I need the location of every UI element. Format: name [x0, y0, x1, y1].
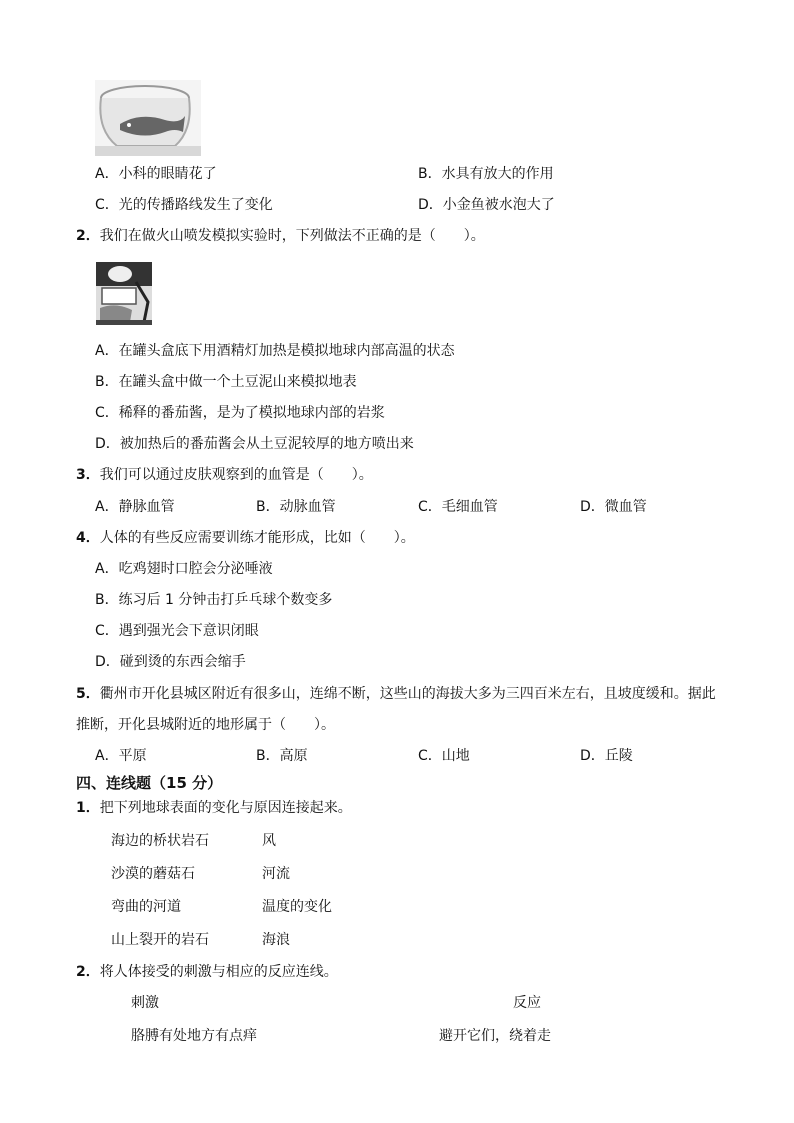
m1-left-item[interactable]: 弯曲的河道 [111, 899, 181, 915]
fishbowl-photo [95, 80, 201, 156]
m1-right-item[interactable]: 海浪 [262, 932, 290, 948]
q3-text: 我们可以通过皮肤观察到的血管是（ ）。 [99, 467, 373, 483]
q3-option-a: A．静脉血管 [95, 499, 175, 515]
q4-option-b: B．练习后 1 分钟击打乒乓球个数变多 [95, 592, 333, 608]
q4-option-c: C．遇到强光会下意识闭眼 [95, 623, 259, 639]
q3-number: 3． [76, 467, 100, 483]
q2-option-c: C．稀释的番茄酱，是为了模拟地球内部的岩浆 [95, 405, 385, 421]
q1-option-d: D．小金鱼被水泡大了 [418, 197, 555, 213]
m1-right-item[interactable]: 温度的变化 [262, 899, 332, 915]
q2-option-d: D．被加热后的番茄酱会从土豆泥较厚的地方喷出来 [95, 436, 414, 452]
q1-option-b: B．水具有放大的作用 [418, 166, 554, 182]
m1-left-item[interactable]: 沙漠的蘑菇石 [111, 866, 195, 882]
q2-text: 我们在做火山喷发模拟实验时，下列做法不正确的是（ ）。 [99, 228, 485, 244]
q1-option-a: A．小科的眼睛花了 [95, 166, 217, 182]
q3-option-d: D．微血管 [580, 499, 647, 515]
q3-stem [76, 465, 373, 485]
q2-number: 2． [76, 228, 100, 244]
q5-stem-line2: 推断，开化县城附近的地形属于（ ）。 [76, 717, 335, 733]
q5-option-d: D．丘陵 [580, 748, 633, 764]
volcano-experiment-photo [96, 262, 152, 325]
section4-title: 四、连线题（15 分） [76, 774, 223, 792]
m1-stem [76, 798, 352, 818]
q5-text-line1: 衢州市开化县城区附近有很多山，连绵不断，这些山的海拔大多为三四百米左右，且坡度缓和。据此 [99, 686, 716, 702]
q3-option-c: C．毛细血管 [418, 499, 498, 515]
m2-left-item[interactable]: 胳膊有处地方有点痒 [131, 1028, 257, 1044]
m2-stem [76, 962, 338, 982]
q4-stem [76, 528, 415, 548]
m2-number: 2． [76, 964, 100, 980]
m1-number: 1． [76, 800, 100, 816]
m2-right-item[interactable]: 避开它们，绕着走 [439, 1028, 551, 1044]
m1-left-item[interactable]: 海边的桥状岩石 [111, 833, 209, 849]
q4-text: 人体的有些反应需要训练才能形成，比如（ ）。 [99, 530, 415, 546]
m2-left-header: 刺激 [131, 995, 159, 1011]
q2-option-b: B．在罐头盒中做一个土豆泥山来模拟地表 [95, 374, 357, 390]
m1-right-item[interactable]: 河流 [262, 866, 290, 882]
q4-number: 4． [76, 530, 100, 546]
q5-number: 5． [76, 686, 100, 702]
m2-right-header: 反应 [513, 995, 541, 1011]
q5-stem-line1 [76, 684, 716, 704]
q2-option-a: A．在罐头盒底下用酒精灯加热是模拟地球内部高温的状态 [95, 343, 455, 359]
q4-option-d: D．碰到烫的东西会缩手 [95, 654, 246, 670]
m1-left-item[interactable]: 山上裂开的岩石 [111, 932, 209, 948]
m1-text: 把下列地球表面的变化与原因连接起来。 [99, 800, 352, 816]
q4-option-a: A．吃鸡翅时口腔会分泌唾液 [95, 561, 273, 577]
m1-right-item[interactable]: 风 [262, 833, 276, 849]
q5-option-c: C．山地 [418, 748, 470, 764]
q3-option-b: B．动脉血管 [256, 499, 336, 515]
q1-option-c: C．光的传播路线发生了变化 [95, 197, 273, 213]
q5-option-a: A．平原 [95, 748, 147, 764]
q2-stem [76, 226, 485, 246]
q5-option-b: B．高原 [256, 748, 308, 764]
m2-text: 将人体接受的刺激与相应的反应连线。 [99, 964, 338, 980]
